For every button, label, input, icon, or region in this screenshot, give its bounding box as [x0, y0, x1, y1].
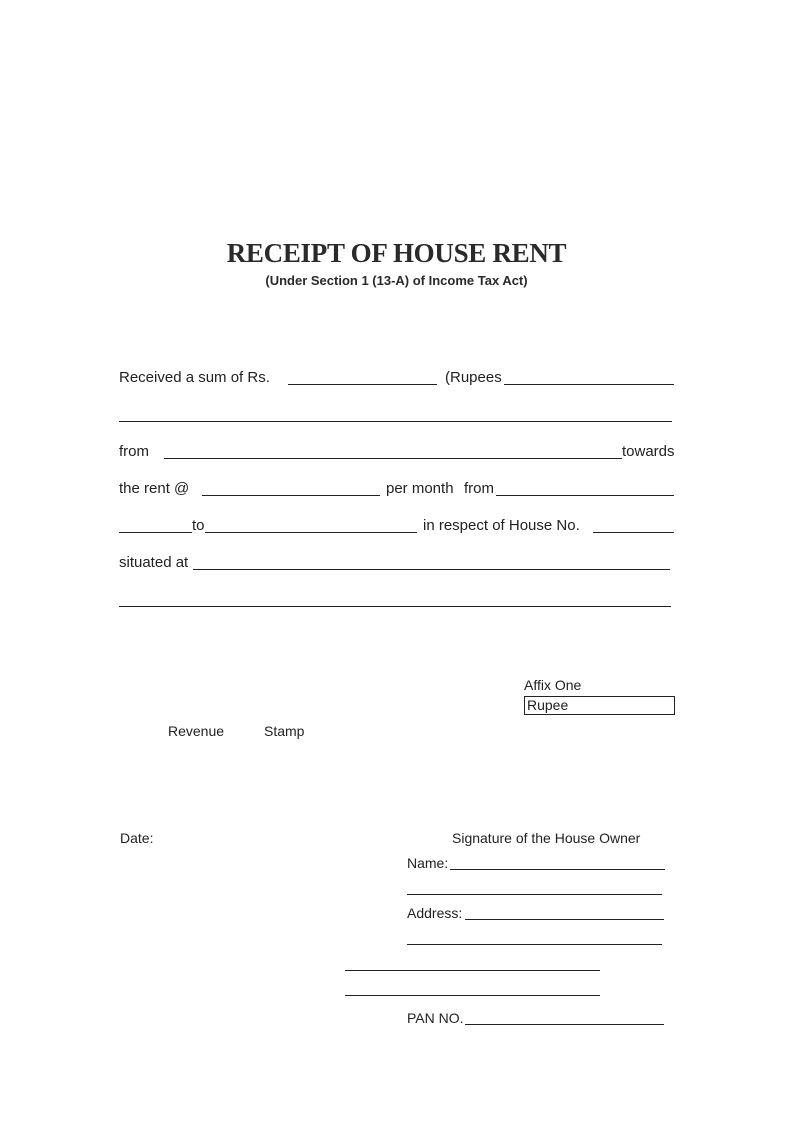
rupees-label: (Rupees: [445, 369, 502, 386]
situated-at-label: situated at: [119, 554, 189, 571]
owner-address-field[interactable]: [465, 919, 664, 920]
from-label: from: [119, 443, 149, 460]
pan-field[interactable]: [465, 1024, 664, 1025]
in-respect-label: in respect of House No.: [423, 517, 580, 534]
per-month-label: per month: [386, 480, 454, 497]
situated-at-field[interactable]: [193, 569, 670, 570]
rent-rate-field[interactable]: [202, 495, 380, 496]
revenue-stamp-box: [524, 696, 675, 715]
tenant-name-field[interactable]: [164, 458, 622, 459]
rupees-in-words-continuation-field[interactable]: [119, 421, 672, 422]
stamp-label: Stamp: [264, 723, 305, 739]
name-field[interactable]: [450, 869, 665, 870]
owner-address-line4-field[interactable]: [345, 995, 600, 996]
from-date-continuation-field[interactable]: [119, 532, 192, 533]
to-label: to: [192, 517, 205, 534]
page-subtitle: (Under Section 1 (13-A) of Income Tax Act): [265, 273, 528, 288]
house-number-field[interactable]: [593, 532, 674, 533]
address-continuation-field[interactable]: [119, 606, 671, 607]
pan-label: PAN NO.: [407, 1010, 464, 1026]
amount-field[interactable]: [288, 384, 437, 385]
affix-one-label: Affix One: [524, 677, 582, 693]
rupees-in-words-field[interactable]: [504, 384, 674, 385]
signature-label: Signature of the House Owner: [452, 830, 641, 846]
to-date-field[interactable]: [205, 532, 417, 533]
received-sum-label: Received a sum of Rs.: [119, 369, 270, 386]
date-label: Date:: [120, 830, 154, 846]
owner-address-line2-field[interactable]: [407, 944, 662, 945]
from-date-field[interactable]: [496, 495, 674, 496]
owner-address-line3-field[interactable]: [345, 970, 600, 971]
rupee-label: Rupee: [527, 697, 569, 713]
the-rent-label: the rent @: [119, 480, 190, 497]
towards-label: towards: [622, 443, 675, 460]
address-label: Address:: [407, 905, 463, 921]
name-continuation-field[interactable]: [407, 894, 662, 895]
revenue-label: Revenue: [168, 723, 225, 739]
name-label: Name:: [407, 855, 449, 871]
page-title: RECEIPT OF HOUSE RENT: [226, 238, 567, 268]
from-date-label: from: [464, 480, 494, 497]
